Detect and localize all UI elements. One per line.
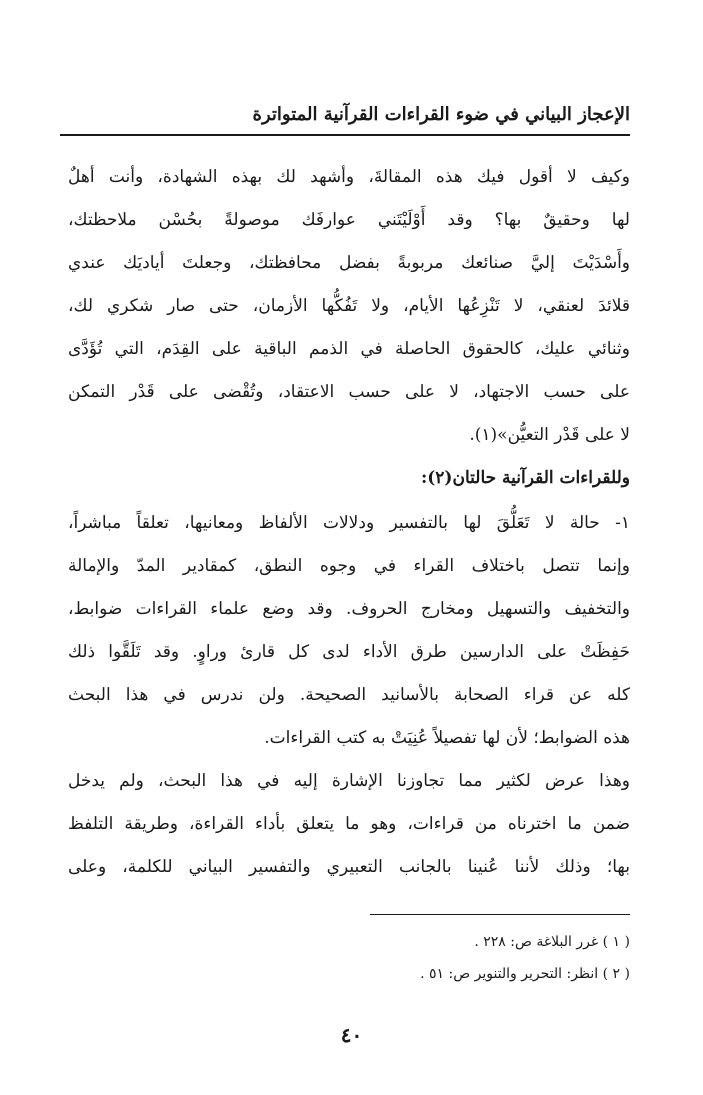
text-line: حَفِظَتْ على الدارسين طرق الأداء لدى كل قارئ وراوٍ. وقد تَلَقَّوا ذلك xyxy=(68,642,630,662)
text-line: وهذا عرض لكثير مما تجاوزنا الإشارة إليه في هذا البحث، ولم يدخل xyxy=(68,771,630,791)
footnotes xyxy=(68,926,630,990)
footnote-1: ( ١ ) غرر البلاغة ص: ٢٢٨ . xyxy=(474,934,630,950)
text-line: ضمن ما اخترناه من قراءات، وهو ما يتعلق بأداء القراءة، وطريقة التلفظ xyxy=(68,814,630,834)
text-line: بها؛ وذلك لأننا عُنينا بالجانب التعبيري والتفسير البياني للكلمة، وعلى xyxy=(68,857,630,877)
text-line: كله عن قراء الصحابة بالأسانيد الصحيحة. ولن ندرس في هذا البحث xyxy=(68,685,630,705)
footnote-2: ( ٢ ) انظر: التحرير والتنوير ص: ٥١ . xyxy=(420,966,630,982)
section-heading: وللقراءات القرآنية حالتان(٢): xyxy=(420,468,630,488)
header-divider xyxy=(60,134,630,136)
running-head-title: الإعجاز البياني في ضوء القراءات القرآنية المتواترة xyxy=(252,104,630,125)
text-line: وثنائي عليك، كالحقوق الحاصلة في الذمم الباقية على القِدَم، التي تُؤَدَّى xyxy=(68,339,630,359)
footnote-divider xyxy=(370,914,630,915)
text-line: على حسب الاجتهاد، لا على حسب الاعتقاد، وتُقْضى على قَدْر التمكن xyxy=(68,382,630,402)
text-line: ١- حالة لا تَعَلُّقَ لها بالتفسير ودلالات الألفاظ ومعانيها، تعلقاً مباشراً، xyxy=(68,513,630,533)
text-line: وإنما تتصل باختلاف القراء في وجوه النطق، كمقادير المدّ والإمالة xyxy=(68,556,630,576)
text-line: قلائدَ لعنقي، لا تَنْزِعُها الأيام، ولا تَفُكُّها الأزمان، حتى صار شكري لك، xyxy=(68,296,630,316)
text-line: هذه الضوابط؛ لأن لها تفصيلاً عُنِيَتْ به كتب القراءات. xyxy=(264,728,630,748)
text-line: وكيف لا أقول فيك هذه المقالةَ، وأشهد لك بهذه الشهادة، وأنت أهلٌ xyxy=(68,167,630,187)
text-line: لها وحقيقٌ بها؟ وقد أَوْلَيْتَني عوارفَك موصولةً بحُسْن ملاحظتك، xyxy=(68,210,630,230)
text-line: لا على قَدْر التعيُّن»(١). xyxy=(469,425,630,445)
text-line: والتخفيف والتسهيل ومخارج الحروف. وقد وضع علماء القراءات ضوابط، xyxy=(68,599,630,619)
main-text xyxy=(68,156,630,889)
page-number: ٤٠ xyxy=(340,1023,363,1047)
text-line: وأَسْدَيْتَ إليَّ صنائعك مربوبةً بفضل محافظتك، وجعلتَ أياديَك عندي xyxy=(68,253,630,273)
